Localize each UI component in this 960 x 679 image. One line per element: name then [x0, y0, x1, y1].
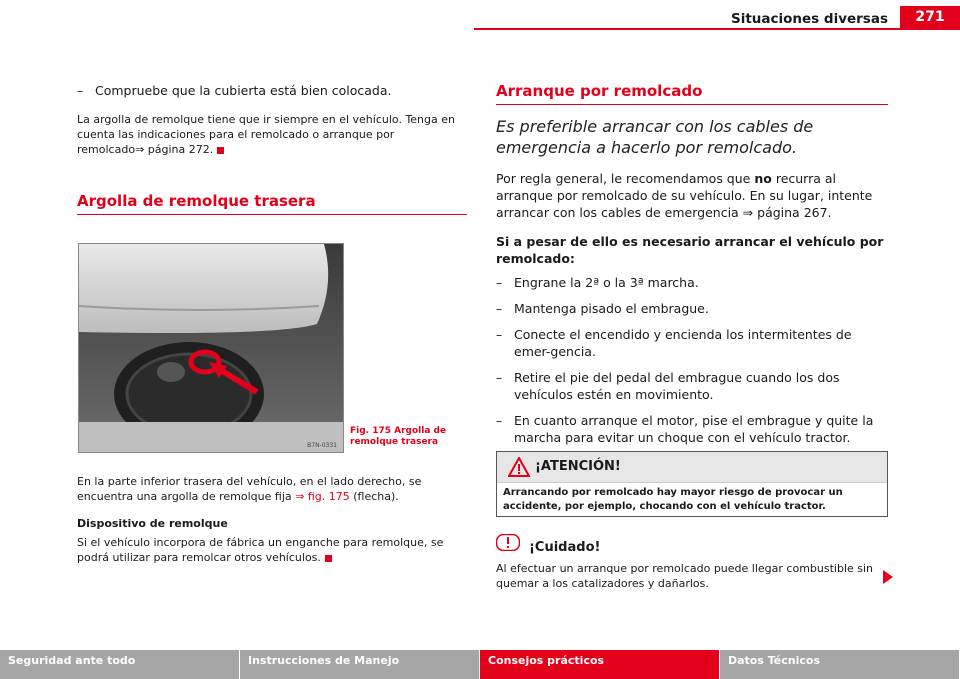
intro-italic: Es preferible arrancar con los cables de emergencia a hacerlo por remolcado. — [496, 117, 814, 157]
recommendation-text-b: recurra al arranque por remolcado de su vehículo. En su lugar, intente arrancar con los cables de emergencia ⇒ página 267. — [496, 171, 873, 220]
figure-tow-eye-photo — [78, 243, 344, 453]
towing-eye-text: En la parte inferior trasera del vehículo, en el lado derecho, se encuentra una argolla de remolque fija — [77, 475, 422, 503]
note-paragraph — [77, 112, 465, 157]
warning-text: Arrancando por remolcado hay mayor riesgo de provocar un accidente, por ejemplo, chocando con el vehículo tractor. — [503, 487, 843, 512]
warning-triangle-icon — [508, 457, 530, 477]
section-title-towing-eye: Argolla de remolque trasera — [77, 192, 467, 215]
end-of-section-mark — [325, 555, 332, 562]
step-item: – Engrane la 2ª o la 3ª marcha. — [496, 274, 888, 291]
next-page-arrow-icon[interactable] — [883, 570, 893, 584]
warning-title: ¡ATENCIÓN! — [535, 459, 621, 474]
tab-instrucciones[interactable]: Instrucciones de Manejo — [240, 650, 479, 679]
step-item: – Retire el pie del pedal del embrague cuando los dos vehículos estén en movimiento. — [496, 369, 888, 403]
recommendation-no: no — [754, 171, 772, 186]
tow-eye-illustration — [79, 244, 343, 452]
tab-seguridad[interactable]: Seguridad ante todo — [0, 650, 239, 679]
tab-datos-tecnicos[interactable]: Datos Técnicos — [720, 650, 959, 679]
section-title-tow-start: Arranque por remolcado — [496, 82, 888, 105]
step-item: – En cuanto arranque el motor, pise el embrague y quite la marcha para evitar un choque con el vehículo tractor. — [496, 412, 888, 446]
page-number: 271 — [900, 6, 960, 28]
care-text: Al efectuar un arranque por remolcado puede llegar combustible sin quemar a los catalizadores y dañarlos. — [496, 562, 874, 590]
step-item: – Conecte el encendido y encienda los intermitentes de emer-gencia. — [496, 326, 888, 360]
subheading-tow-hitch: Dispositivo de remolque — [77, 517, 228, 530]
recommendation-text-a: Por regla general, le recomendamos que — [496, 171, 751, 186]
tab-consejos[interactable]: Consejos prácticos — [480, 650, 719, 679]
care-title: ¡Cuidado! — [529, 540, 601, 555]
bullet-check-tire: – Compruebe que la cubierta está bien colocada. — [77, 82, 467, 99]
header-rule — [474, 28, 960, 30]
figure-code: B7N-0331 — [307, 442, 337, 449]
right-column — [496, 82, 888, 455]
note-ref[interactable]: ⇒ página 272. — [135, 143, 214, 156]
footer-nav — [0, 650, 960, 679]
left-lower-text — [77, 474, 467, 565]
warning-box — [496, 451, 888, 517]
towing-eye-paragraph — [77, 474, 467, 504]
condition-heading: Si a pesar de ello es necesario arrancar el vehículo por remolcado: — [496, 234, 884, 266]
step-item: – Mantenga pisado el embrague. — [496, 300, 888, 317]
steps-list — [496, 274, 888, 446]
end-of-section-mark — [217, 147, 224, 154]
warning-header — [497, 452, 887, 483]
tow-hitch-text: Si el vehículo incorpora de fábrica un enganche para remolque, se podrá utilizar para remolcar otros vehículos. — [77, 536, 444, 564]
towing-eye-tail: (flecha). — [353, 490, 399, 503]
caution-icon — [496, 534, 520, 551]
tow-hitch-paragraph — [77, 535, 467, 565]
left-column — [77, 82, 467, 215]
figure-link[interactable]: ⇒ fig. 175 — [295, 490, 350, 503]
note-text: La argolla de remolque tiene que ir siempre en el vehículo. Tenga en cuenta las indicaciones para el remolcado o arranque por remolcado — [77, 113, 455, 156]
recommendation-paragraph — [496, 170, 888, 221]
figure-caption: Fig. 175 Argolla de remolque trasera — [350, 426, 447, 447]
chapter-title: Situaciones diversas — [730, 11, 888, 27]
